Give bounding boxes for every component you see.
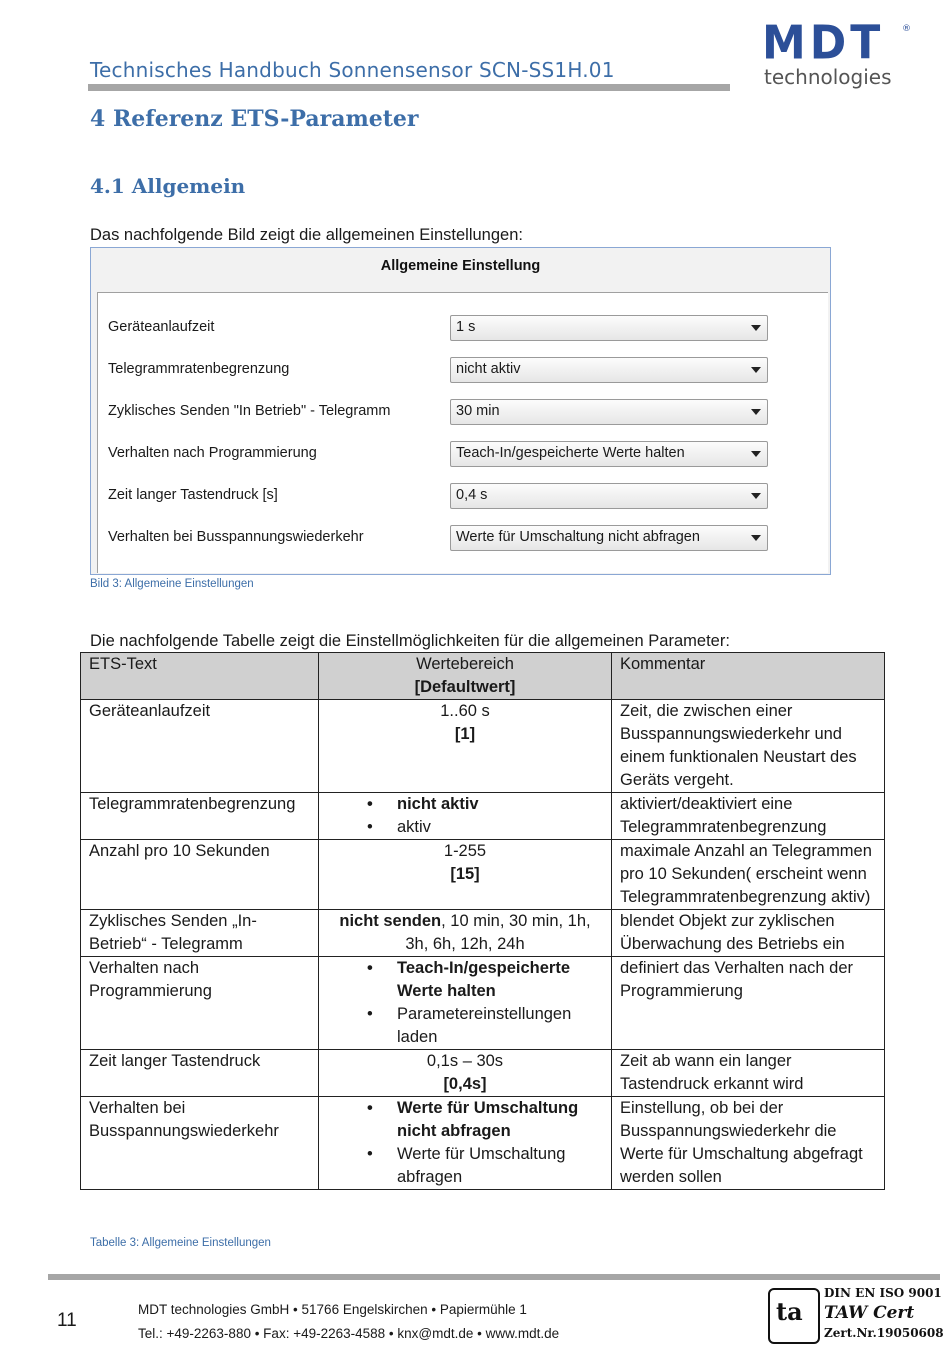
option-item: • Werte für Umschaltung abfragen (397, 1143, 603, 1189)
param-select[interactable] (450, 399, 768, 425)
param-value: 0,4 s (456, 487, 488, 503)
param-range (319, 957, 612, 1050)
param-select[interactable] (450, 357, 768, 383)
dropdown-arrow-icon (751, 493, 761, 499)
param-select[interactable] (450, 315, 768, 341)
default-value: nicht senden (339, 912, 442, 930)
param-label: Verhalten nach Programmierung (108, 445, 317, 461)
param-value: 30 min (456, 403, 500, 419)
param-value: nicht aktiv (456, 361, 521, 377)
param-row (108, 315, 828, 341)
param-range (319, 793, 612, 840)
param-comment: blendet Objekt zur zyklischen Überwachung des Betriebs ein (612, 910, 885, 957)
table-row (81, 910, 885, 957)
dropdown-arrow-icon (751, 409, 761, 415)
header-rule (88, 84, 730, 91)
logo-subtitle: technologies (764, 65, 892, 89)
param-range (319, 1050, 612, 1097)
default-value: [15] (450, 865, 480, 883)
option-list (327, 1097, 603, 1189)
range-text: 1-255 (443, 842, 487, 860)
param-row (108, 441, 828, 467)
param-name: Anzahl pro 10 Sekunden (81, 840, 319, 910)
ets-settings-screenshot (90, 247, 831, 575)
table-intro-text: Die nachfolgende Tabelle zeigt die Einstellmöglichkeiten für die allgemeinen Parameter: (90, 632, 730, 650)
param-name: Zyklisches Senden „In-Betrieb“ - Telegramm (81, 910, 319, 957)
param-select[interactable] (450, 441, 768, 467)
param-label: Geräteanlaufzeit (108, 319, 215, 335)
param-comment: definiert das Verhalten nach der Programmierung (612, 957, 885, 1050)
param-row (108, 483, 828, 509)
param-value: Werte für Umschaltung nicht abfragen (456, 529, 700, 545)
range-text: , 10 min, 30 min, 1h, 3h, 6h, 12h, 24h (405, 912, 591, 953)
param-range (319, 840, 612, 910)
cert-number: Zert.Nr.19050608 (824, 1326, 944, 1340)
header-comment: Kommentar (612, 653, 885, 700)
option-list (327, 793, 603, 839)
option-item: • aktiv (397, 816, 603, 839)
table-row (81, 793, 885, 840)
header-range (319, 653, 612, 700)
default-value: [1] (454, 725, 476, 743)
document-title: Technisches Handbuch Sonnensensor SCN-SS1H.01 (90, 58, 615, 82)
footer-address: MDT technologies GmbH • 51766 Engelskirchen • Papiermühle 1 (138, 1302, 527, 1317)
iso-certificate-badge (768, 1286, 944, 1344)
range-text: 1..60 s (440, 702, 490, 720)
table-header-row (81, 653, 885, 700)
param-row (108, 399, 828, 425)
settings-panel (97, 292, 828, 573)
cert-issuer: TAW Cert (824, 1303, 915, 1323)
param-comment: maximale Anzahl an Telegrammen pro 10 Sekunden( erscheint wenn Telegrammratenbegrenzung aktiv) (612, 840, 885, 910)
param-range (319, 1097, 612, 1190)
param-select[interactable] (450, 483, 768, 509)
param-comment: Einstellung, ob bei der Busspannungswiederkehr die Werte für Umschaltung abgefragt werden sollen (612, 1097, 885, 1190)
option-default: • nicht aktiv (397, 793, 603, 816)
table-row (81, 1097, 885, 1190)
option-item: • Parametereinstellungen laden (397, 1003, 603, 1049)
logo-registered-mark: ® (902, 24, 911, 34)
param-comment: Zeit ab wann ein langer Tastendruck erkannt wird (612, 1050, 885, 1097)
param-label: Zyklisches Senden "In Betrieb" - Telegramm (108, 403, 391, 419)
taw-cert-logo-icon (768, 1288, 820, 1344)
header-range-label: Wertebereich (416, 655, 514, 673)
table-row (81, 840, 885, 910)
param-label: Verhalten bei Busspannungswiederkehr (108, 529, 364, 545)
logo-text: MDT (762, 16, 885, 71)
footer-rule (48, 1274, 940, 1280)
option-default: • Werte für Umschaltung nicht abfragen (397, 1097, 603, 1143)
option-list (327, 957, 603, 1049)
param-select[interactable] (450, 525, 768, 551)
dropdown-arrow-icon (751, 535, 761, 541)
table-row (81, 700, 885, 793)
chapter-heading: 4 Referenz ETS-Parameter (90, 106, 419, 132)
param-comment: aktiviert/deaktiviert eine Telegrammratenbegrenzung (612, 793, 885, 840)
intro-text: Das nachfolgende Bild zeigt die allgemeinen Einstellungen: (90, 226, 523, 244)
parameter-table (80, 652, 885, 1190)
param-value: 1 s (456, 319, 476, 335)
page-number: 11 (57, 1310, 77, 1331)
header-ets-text: ETS-Text (81, 653, 319, 700)
table-row (81, 1050, 885, 1097)
screenshot-title: Allgemeine Einstellung (380, 258, 541, 274)
cert-standard: DIN EN ISO 9001 (824, 1286, 942, 1300)
param-name: Verhalten bei Busspannungswiederkehr (81, 1097, 319, 1190)
header-default-label: [Defaultwert] (414, 678, 516, 696)
param-name: Zeit langer Tastendruck (81, 1050, 319, 1097)
param-name: Geräteanlaufzeit (81, 700, 319, 793)
param-row (108, 525, 828, 551)
cert-logo-text: ta (776, 1297, 803, 1326)
param-range (319, 700, 612, 793)
param-name: Telegrammratenbegrenzung (81, 793, 319, 840)
default-value: [0,4s] (443, 1075, 487, 1093)
figure-caption: Bild 3: Allgemeine Einstellungen (90, 578, 254, 590)
param-range (319, 910, 612, 957)
param-name: Verhalten nach Programmierung (81, 957, 319, 1050)
table-row (81, 957, 885, 1050)
dropdown-arrow-icon (751, 367, 761, 373)
option-default: • Teach-In/gespeicherte Werte halten (397, 957, 603, 1003)
mdt-logo (762, 16, 912, 100)
dropdown-arrow-icon (751, 325, 761, 331)
param-label: Zeit langer Tastendruck [s] (108, 487, 278, 503)
param-label: Telegrammratenbegrenzung (108, 361, 290, 377)
param-comment: Zeit, die zwischen einer Busspannungswiederkehr und einem funktionalen Neustart des Geräts vergeht. (612, 700, 885, 793)
section-heading: 4.1 Allgemein (90, 174, 246, 198)
table-caption: Tabelle 3: Allgemeine Einstellungen (90, 1237, 271, 1249)
range-text: 0,1s – 30s (426, 1052, 504, 1070)
dropdown-arrow-icon (751, 451, 761, 457)
footer-contact: Tel.: +49-2263-880 • Fax: +49-2263-4588 • knx@mdt.de • www.mdt.de (138, 1326, 560, 1341)
param-value: Teach-In/gespeicherte Werte halten (456, 445, 685, 461)
param-row (108, 357, 828, 383)
